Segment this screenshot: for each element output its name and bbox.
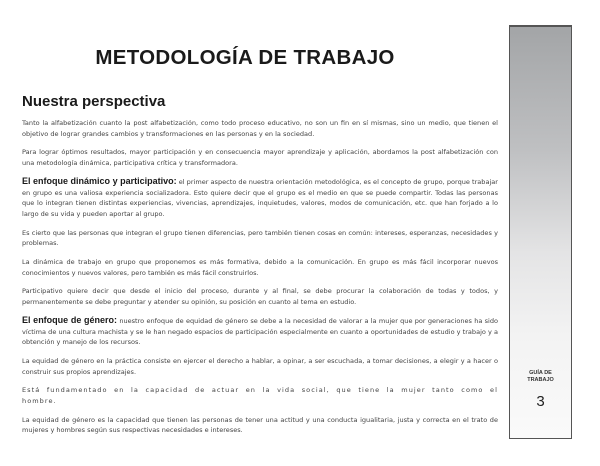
paragraph: Participativo quiere decir que desde el inicio del proceso, durante y al final, se debe procurar la colaboración de todas y todos, y permanentemente se debe preguntar y atender su opinión, su posición en cuanto al tema en estudio. bbox=[22, 287, 498, 307]
paragraph: Es cierto que las personas que integran el grupo tienen diferencias, pero también tienen cosas en común: intereses, esperanzas, necesidades y problemas. bbox=[22, 228, 498, 248]
paragraph: Tanto la alfabetización cuanto la post alfabetización, como todo proceso educativo, no son un fin en sí mismas, sino un medio, que tienen el objetivo de lograr grandes cambios y transformaciones en las personas y en la sociedad. bbox=[22, 119, 498, 138]
section-heading: Nuestra perspectiva bbox=[22, 93, 166, 110]
bold-lead: El enfoque de género: bbox=[22, 314, 118, 325]
paragraph-enfoque-dinamico: El enfoque dinámico y participativo: el primer aspecto de nuestra orientación metodológica, es el concepto de grupo, porque trabajar en grupo es una valiosa experiencia socializadora. Esto quiere decir que el grupo es el medio en que se puede compartir. Todas las personas que lo integran tienen distintas experiencias, vivencias, aprendizajes, inquietudes, valores, modos de comunicación, etc. que han forjado a lo largo de su vida y pueden aportar al grupo. bbox=[22, 175, 498, 218]
side-tab bbox=[509, 25, 572, 439]
paragraph: Está fundamentado en la capacidad de actuar en la vida social, que tiene la mujer tanto como el hombre. bbox=[22, 386, 498, 406]
bold-lead: El enfoque dinámico y participativo: bbox=[22, 175, 177, 186]
paragraph-enfoque-genero: El enfoque de género: nuestro enfoque de equidad de género se debe a la necesidad de valorar a la mujer que por generaciones ha sido víctima de una cultura machista y se le han negado espacios de participación especialmente en cuanto a oportunidades de estudio y trabajo y a obtención y manejo de los recursos. bbox=[22, 314, 499, 347]
paragraph: Para lograr óptimos resultados, mayor participación y en consecuencia mayor aprendizaje y aplicación, abordamos la post alfabetización con una metodología dinámica, participativa crítica y transformadora. bbox=[22, 148, 498, 168]
paragraph: La equidad de género es la capacidad que tienen las personas de tener una actitud y una conducta igualitaria, justa y correcta en el trato de mujeres y hombres según sus respectivas necesidades e intereses. bbox=[22, 415, 498, 435]
page-number: 3 bbox=[536, 393, 545, 410]
page-title: METODOLOGÍA DE TRABAJO bbox=[95, 46, 395, 69]
paragraph: La dinámica de trabajo en grupo que proponemos es más formativa, debido a la comunicación. En grupo es más fácil incorporar nuevos conocimientos y nuevos valores, pero también es más fácil construirlos. bbox=[22, 258, 498, 277]
guide-label: GUÍA DE TRABAJO bbox=[527, 370, 554, 383]
body-text bbox=[22, 117, 498, 443]
paragraph: La equidad de género en la práctica consiste en ejercer el derecho a hablar, a opinar, a ser escuchada, a tomar decisiones, a elegir y a hacer o construir sus propios aprendizajes. bbox=[22, 356, 498, 376]
